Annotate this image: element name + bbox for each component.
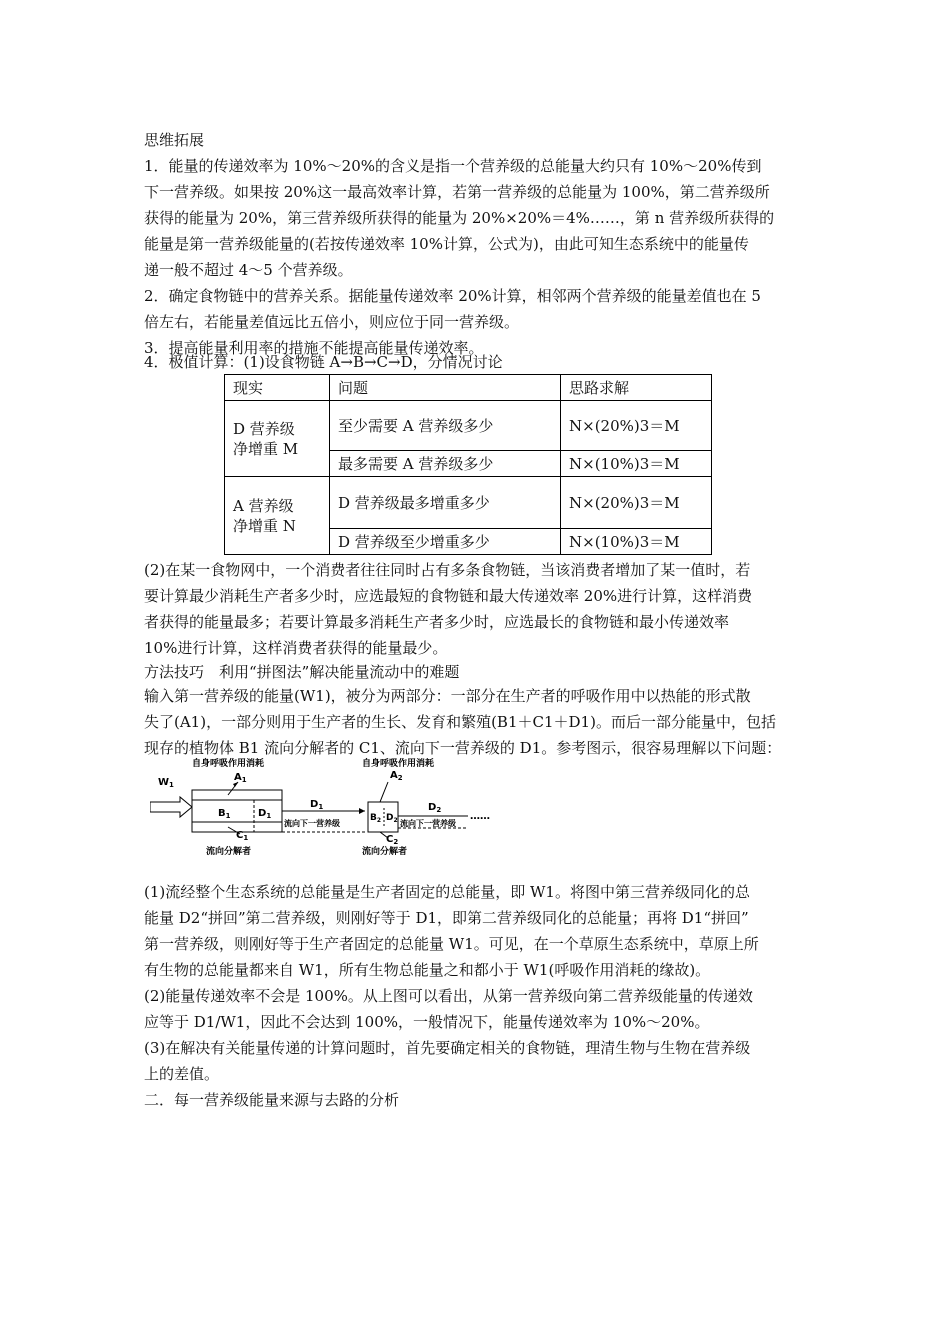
continuation-dots: …… [470, 811, 490, 822]
label-line: 净增重 M [233, 439, 299, 458]
p3-line: 3．提高能量利用率的措施不能提高能量传递效率。 [144, 339, 484, 357]
method-title: 方法技巧 利用“拼图法”解决能量流动中的难题 [144, 663, 460, 681]
d1-box-label: $D_1$ [258, 808, 272, 820]
table-header-row [225, 375, 712, 401]
table-cell-question: 最多需要 A 营养级多少 [330, 451, 561, 477]
decomp2-label: 流向分解者 [362, 847, 408, 857]
w1-label: $W_1$ [158, 777, 174, 789]
p6-line: 输入第一营养级的能量(W1)，被分为两部分：一部分在生产者的呼吸作用中以热能的形式散 [144, 687, 751, 705]
a2-arrow [380, 782, 388, 802]
next-level2-label: 流向下一营养级 [400, 819, 456, 828]
p7-line: 有生物的总能量都来自 W1，所有生物总能量之和都小于 W1(呼吸作用消耗的缘故)。 [144, 961, 711, 979]
w1-input-arrow [150, 797, 192, 817]
p5-line: 10%进行计算，这样消费者获得的能量最少。 [144, 639, 448, 657]
p9-line: 上的差值。 [144, 1065, 220, 1083]
table-group-label [225, 477, 330, 555]
d1-arrow-label: $D_1$ [310, 799, 324, 811]
p5-line: 者获得的能量最多；若要计算最多消耗生产者多少时，应选最长的食物链和最小传递效率 [144, 613, 730, 631]
p7-line: 能量 D2“拼回”第二营养级，则刚好等于 D1，即第二营养级同化的总能量；再将 D1“拼回” [144, 909, 749, 927]
table-row [225, 477, 712, 529]
table-cell-solution: N×(20%)3＝M [561, 477, 712, 529]
p5-line: (2)在某一食物网中，一个消费者往往同时占有多条食物链，当该消费者增加了某一值时，若 [144, 561, 751, 579]
p1-line: 1．能量的传递效率为 10%～20%的含义是指一个营养级的总能量大约只有 10%～20%传到 [144, 157, 762, 175]
d2-box-label: $D_2$ [386, 813, 398, 824]
table-cell-question: D 营养级最多增重多少 [330, 477, 561, 529]
d2-arrow-label: $D_2$ [428, 802, 442, 814]
p8-line: 应等于 D1/W1，因此不会达到 100%，一般情况下，能量传递效率为 10%～20%。 [144, 1013, 710, 1031]
heading-thinking-extension: 思维拓展 [144, 131, 205, 149]
c2-label: $C_2$ [386, 834, 399, 846]
table-cell-solution: N×(10%)3＝M [561, 529, 712, 555]
p6-line: 失了(A1)，一部分则用于生产者的生长、发育和繁殖(B1＋C1＋D1)。而后一部分能量中，包括 [144, 713, 776, 731]
p7-line: 第一营养级，则刚好等于生产者固定的总能量 W1。可见，在一个草原生态系统中，草原上所 [144, 935, 759, 953]
p1-line: 递一般不超过 4～5 个营养级。 [144, 261, 353, 279]
table-row [225, 401, 712, 451]
next-level1-label: 流向下一营养级 [284, 819, 340, 828]
table-cell-question: 至少需要 A 营养级多少 [330, 401, 561, 451]
p9-line: (3)在解决有关能量传递的计算问题时，首先要确定相关的食物链，理清生物与生物在营养级 [144, 1039, 751, 1057]
resp1-label: 自身呼吸作用消耗 [192, 759, 265, 769]
p6-line: 现存的植物体 B1 流向分解者的 C1、流向下一营养级的 D1。参考图示，很容易理解以下问题： [144, 739, 782, 757]
energy-flow-diagram [150, 756, 500, 862]
level1-resp-band [192, 790, 282, 800]
p2-line: 倍左右，若能量差值远比五倍小，则应位于同一营养级。 [144, 313, 520, 331]
d1-flow-arrowhead [359, 808, 365, 814]
a2-label: $A_2$ [390, 770, 403, 782]
table-header: 现实 [225, 375, 330, 401]
p1-line: 能量是第一营养级能量的(若按传递效率 10%计算，公式为)，由此可知生态系统中的能量传 [144, 235, 749, 253]
label-line: D 营养级 [233, 419, 295, 438]
label-line: A 营养级 [233, 496, 294, 515]
p4-line: 4．极值计算：(1)设食物链 A→B→C→D，分情况讨论 [144, 353, 503, 371]
table-cell-question: D 营养级至少增重多少 [330, 529, 561, 555]
table-header: 问题 [330, 375, 561, 401]
b1-label: $B_1$ [218, 808, 231, 820]
p1-line: 获得的能量为 20%，第三营养级所获得的能量为 20%×20%＝4%……，第 n 营养级所获得的 [144, 209, 775, 227]
p8-line: (2)能量传递效率不会是 100%。从上图可以看出，从第一营养级向第二营养级能量的传递效 [144, 987, 753, 1005]
extreme-value-table [224, 374, 712, 555]
resp2-label: 自身呼吸作用消耗 [362, 759, 435, 769]
table-header: 思路求解 [561, 375, 712, 401]
p5-line: 要计算最少消耗生产者多少时，应选最短的食物链和最大传递效率 20%进行计算，这样消费 [144, 587, 753, 605]
a1-label: $A_1$ [234, 772, 247, 784]
section2-heading: 二．每一营养级能量来源与去路的分析 [144, 1091, 400, 1109]
decomp1-label: 流向分解者 [206, 847, 252, 857]
table-group-label [225, 401, 330, 477]
table-cell-solution: N×(20%)3＝M [561, 401, 712, 451]
p7-line: (1)流经整个生态系统的总能量是生产者固定的总能量，即 W1。将图中第三营养级同化的总 [144, 883, 750, 901]
label-line: 净增重 N [233, 516, 296, 535]
b2-label: $B_2$ [370, 813, 382, 824]
c1-label: $C_1$ [236, 830, 249, 842]
p1-line: 下一营养级。如果按 20%这一最高效率计算，若第一营养级的总能量为 100%，第二营养级所 [144, 183, 770, 201]
p2-line: 2．确定食物链中的营养关系。据能量传递效率 20%计算，相邻两个营养级的能量差值也在 5 [144, 287, 761, 305]
table-cell-solution: N×(10%)3＝M [561, 451, 712, 477]
